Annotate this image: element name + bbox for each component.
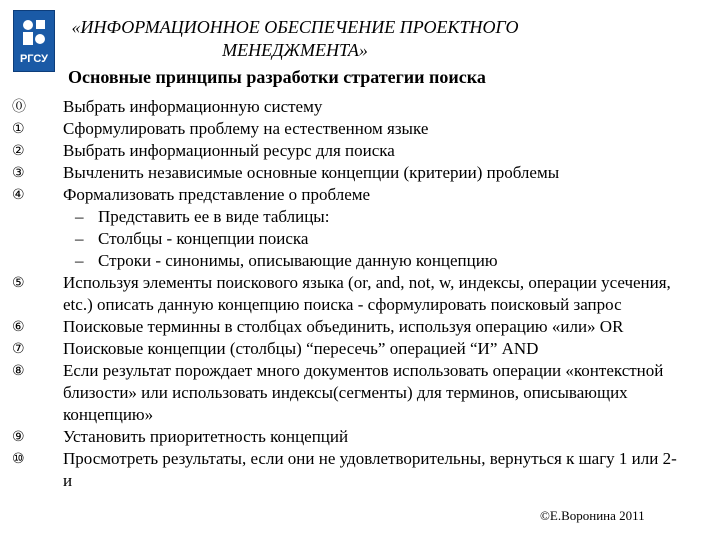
dash-bullet: – [75, 229, 84, 248]
list-item [0, 140, 720, 162]
list-item [0, 316, 720, 338]
page-title-line-1: «ИНФОРМАЦИОННОЕ ОБЕСПЕЧЕНИЕ ПРОЕКТНОГО [71, 17, 519, 37]
number-bullet: ⑧ [12, 363, 25, 379]
list-item-text: Вычленить независимые основные концепции (критерии) проблемы [63, 163, 560, 182]
list-item-text: Поисковые концепции (столбцы) “пересечь” операцией “И” AND [63, 339, 539, 358]
number-bullet: ⑩ [12, 451, 25, 467]
number-bullet: ② [12, 143, 25, 159]
list-item [0, 360, 720, 426]
dash-bullet: – [75, 207, 84, 226]
number-bullet: ③ [12, 165, 25, 181]
university-logo [13, 10, 55, 72]
number-bullet: ① [12, 121, 25, 137]
list-item [0, 426, 720, 448]
list-item-text: Сформулировать проблему на естественном языке [63, 119, 429, 138]
list-subitem [0, 228, 720, 250]
number-bullet: ⑤ [12, 275, 25, 291]
list-item-text: Установить приоритетность концепций [63, 427, 349, 446]
list-subitem [0, 250, 720, 272]
list-item-text: Выбрать информационный ресурс для поиска [63, 141, 395, 160]
list-item-text: Поисковые терминны в столбцах объединить, используя операцию «или» OR [63, 317, 624, 336]
logo-emblem-icon [20, 17, 48, 47]
principles-list [0, 96, 720, 492]
list-item [0, 272, 720, 316]
list-item-text: Если результат порождает много документов использовать операции «контекстной близости» или использовать индексы(сегменты) для терминов, описывающих концепцию» [63, 361, 664, 424]
list-item [0, 96, 720, 118]
list-item-text: Выбрать информационную систему [63, 97, 323, 116]
list-item [0, 184, 720, 206]
dash-bullet: – [75, 251, 84, 270]
list-item-text: Столбцы - концепции поиска [98, 229, 309, 248]
number-bullet: ⑥ [12, 319, 25, 335]
list-item-text: Строки - синонимы, описывающие данную концепцию [98, 251, 498, 270]
list-item [0, 338, 720, 360]
page-subtitle: Основные принципы разработки стратегии поиска [68, 67, 486, 87]
list-item-text: Формализовать представление о проблеме [63, 185, 371, 204]
copyright-notice: ©Е.Воронина 2011 [540, 508, 645, 523]
list-item [0, 162, 720, 184]
logo-text: РГСУ [19, 53, 49, 65]
number-bullet: ④ [12, 187, 25, 203]
list-item-text: Просмотреть результаты, если они не удовлетворительны, вернуться к шагу 1 или 2- и [63, 449, 677, 490]
list-item-text: Используя элементы поискового языка (or, and, not, w, индексы, операции усечения, etc.) описать данную концепцию поиска - сформулировать поисковый запрос [63, 273, 671, 314]
list-subitem [0, 206, 720, 228]
list-item [0, 118, 720, 140]
number-bullet: ⓪ [12, 99, 26, 115]
page-title-line-2: МЕНЕДЖМЕНТА» [222, 40, 368, 60]
number-bullet: ⑨ [12, 429, 25, 445]
list-item [0, 448, 720, 492]
number-bullet: ⑦ [12, 341, 25, 357]
list-item-text: Представить ее в виде таблицы: [98, 207, 330, 226]
